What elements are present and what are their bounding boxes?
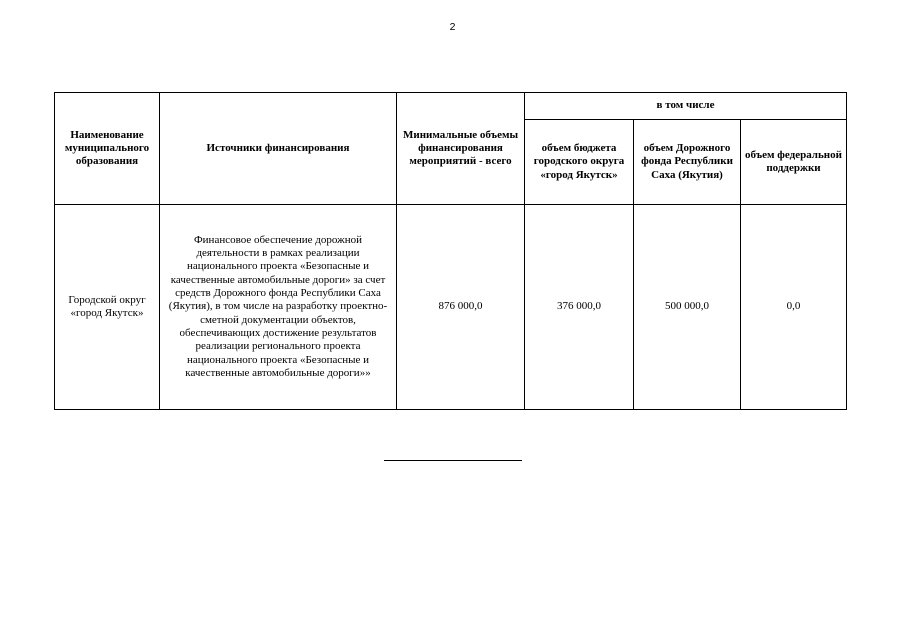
page-number: 2 xyxy=(449,21,456,33)
cell-municipality: Городской округ «город Якутск» xyxy=(55,205,160,410)
footer-divider xyxy=(384,460,522,461)
header-including: в том числе xyxy=(525,93,847,120)
header-municipality: Наименование муниципального образования xyxy=(55,93,160,205)
cell-road-fund: 500 000,0 xyxy=(634,205,741,410)
header-road-fund: объем Дорожного фонда Республики Саха (Якутия) xyxy=(634,120,741,205)
cell-federal: 0,0 xyxy=(741,205,847,410)
header-federal: объем федеральной поддержки xyxy=(741,120,847,205)
table-header-row xyxy=(55,93,847,120)
table-row xyxy=(55,205,847,410)
header-city-budget: объем бюджета городского округа «город Якутск» xyxy=(525,120,634,205)
cell-sources: Финансовое обеспечение дорожной деятельности в рамках реализации национального проекта «Безопасные и качественные автомобильные дороги» за счет средств Дорожного фонда Республики Саха (Якутия), в том числе на разработку проектно-сметной документации объектов, обеспечивающих достижение результатов реализации регионального проекта национального проекта «Безопасные и качественные автомобильные дороги»» xyxy=(160,205,397,410)
financing-table xyxy=(54,92,847,410)
header-minimum: Минимальные объемы финансирования мероприятий - всего xyxy=(397,93,525,205)
header-sources: Источники финансирования xyxy=(160,93,397,205)
cell-minimum: 876 000,0 xyxy=(397,205,525,410)
cell-city-budget: 376 000,0 xyxy=(525,205,634,410)
